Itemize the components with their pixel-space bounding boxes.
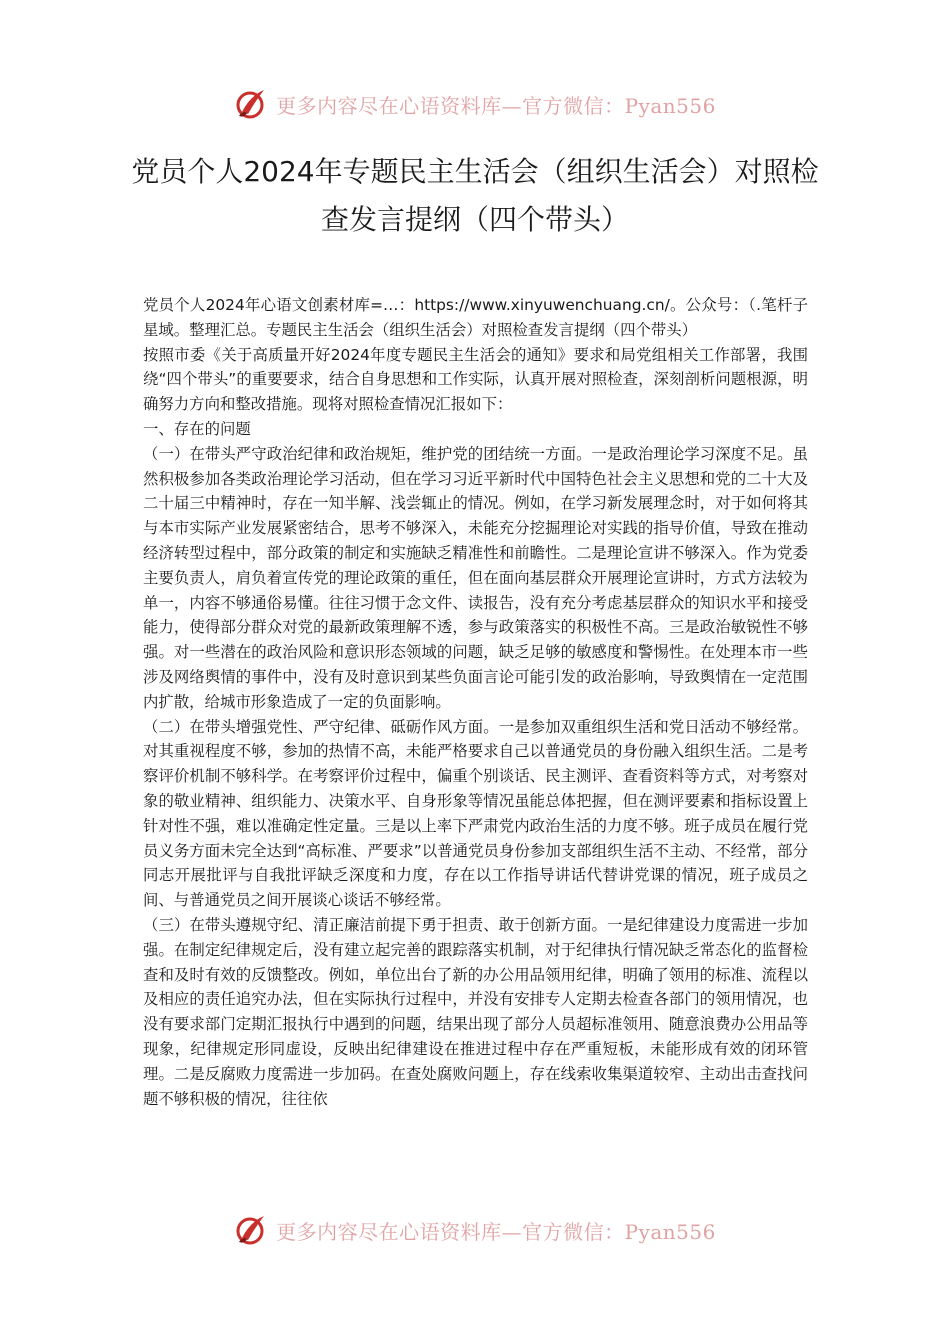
document-body xyxy=(143,293,808,1111)
brush-logo-icon xyxy=(234,1212,270,1248)
problem-paragraph-1: （一）在带头严守政治纪律和政治规矩，维护党的团结统一方面。一是政治理论学习深度不足。虽然积极参加各类政治理论学习活动，但在学习习近平新时代中国特色社会主义思想和党的二十大及二十届三中精神时，存在一知半解、浅尝辄止的情况。例如，在学习新发展理念时，对于如何将其与本市实际产业发展紧密结合，思考不够深入，未能充分挖掘理论对实践的指导价值，导致在推动经济转型过程中，部分政策的制定和实施缺乏精准性和前瞻性。二是理论宣讲不够深入。作为党委主要负责人，肩负着宣传党的理论政策的重任，但在面向基层群众开展理论宣讲时，方式方法较为单一，内容不够通俗易懂。往往习惯于念文件、读报告，没有充分考虑基层群众的知识水平和接受能力，使得部分群众对党的最新政策理解不透，参与政策落实的积极性不高。三是政治敏锐性不够强。对一些潜在的政治风险和意识形态领域的问题，缺乏足够的敏感度和警惕性。在处理本市一些涉及网络舆情的事件中，没有及时意识到某些负面言论可能引发的政治影响，导致舆情在一定范围内扩散，给城市形象造成了一定的负面影响。 xyxy=(143,444,808,711)
footer-banner xyxy=(0,1210,950,1250)
header-banner-text: 更多内容尽在心语资料库—官方微信：Pyan556 xyxy=(276,93,716,118)
section-heading: 一、存在的问题 xyxy=(143,419,251,438)
intro-paragraph: 按照市委《关于高质量开好2024年度专题民主生活会的通知》要求和局党组相关工作部署，我围绕“四个带头”的重要要求，结合自身思想和工作实际，认真开展对照检查，深刻剖析问题根源，明确努力方向和整改措施。现将对照检查情况汇报如下： xyxy=(143,345,808,414)
brush-logo-icon xyxy=(234,86,270,122)
problem-paragraph-2: （二）在带头增强党性、严守纪律、砥砺作风方面。一是参加双重组织生活和党日活动不够经常。对其重视程度不够，参加的热情不高，未能严格要求自己以普通党员的身份融入组织生活。二是考察评价机制不够科学。在考察评价过程中，偏重个别谈话、民主测评、查看资料等方式，对考察对象的敬业精神、组织能力、决策水平、自身形象等情况虽能总体把握，但在测评要素和指标设置上针对性不强，难以准确定性定量。三是以上率下严肃党内政治生活的力度不够。班子成员在履行党员义务方面未完全达到“高标准、严要求”以普通党员身份参加支部组织生活不主动、不经常，部分同志开展批评与自我批评缺乏深度和力度，存在以工作指导讲话代替讲党课的情况，班子成员之间、与普通党员之间开展谈心谈话不够经常。 xyxy=(143,717,808,910)
problem-paragraph-3: （三）在带头遵规守纪、清正廉洁前提下勇于担责、敢于创新方面。一是纪律建设力度需进一步加强。在制定纪律规定后，没有建立起完善的跟踪落实机制，对于纪律执行情况缺乏常态化的监督检查和及时有效的反馈整改。例如，单位出台了新的办公用品领用纪律，明确了领用的标准、流程以及相应的责任追究办法，但在实际执行过程中，并没有安排专人定期去检查各部门的领用情况，也没有要求部门定期汇报执行中遇到的问题，结果出现了部分人员超标准领用、随意浪费办公用品等现象，纪律规定形同虚设，反映出纪律建设在推进过程中存在严重短板，未能形成有效的闭环管理。二是反腐败力度需进一步加码。在查处腐败问题上，存在线索收集渠道较窄、主动出击查找问题不够积极的情况，往往依 xyxy=(143,915,808,1108)
footer-banner-text: 更多内容尽在心语资料库—官方微信：Pyan556 xyxy=(276,1219,716,1244)
intro-source-paragraph: 党员个人2024年心语文创素材库=…：https://www.xinyuwenchuang.cn/。公众号：（.笔杆子星域。整理汇总。专题民主生活会（组织生活会）对照检查发言提纲（四个带头） xyxy=(143,296,808,339)
document-title: 党员个人2024年专题民主生活会（组织生活会）对照检查发言提纲（四个带头） xyxy=(131,155,819,236)
header-banner xyxy=(0,84,950,124)
